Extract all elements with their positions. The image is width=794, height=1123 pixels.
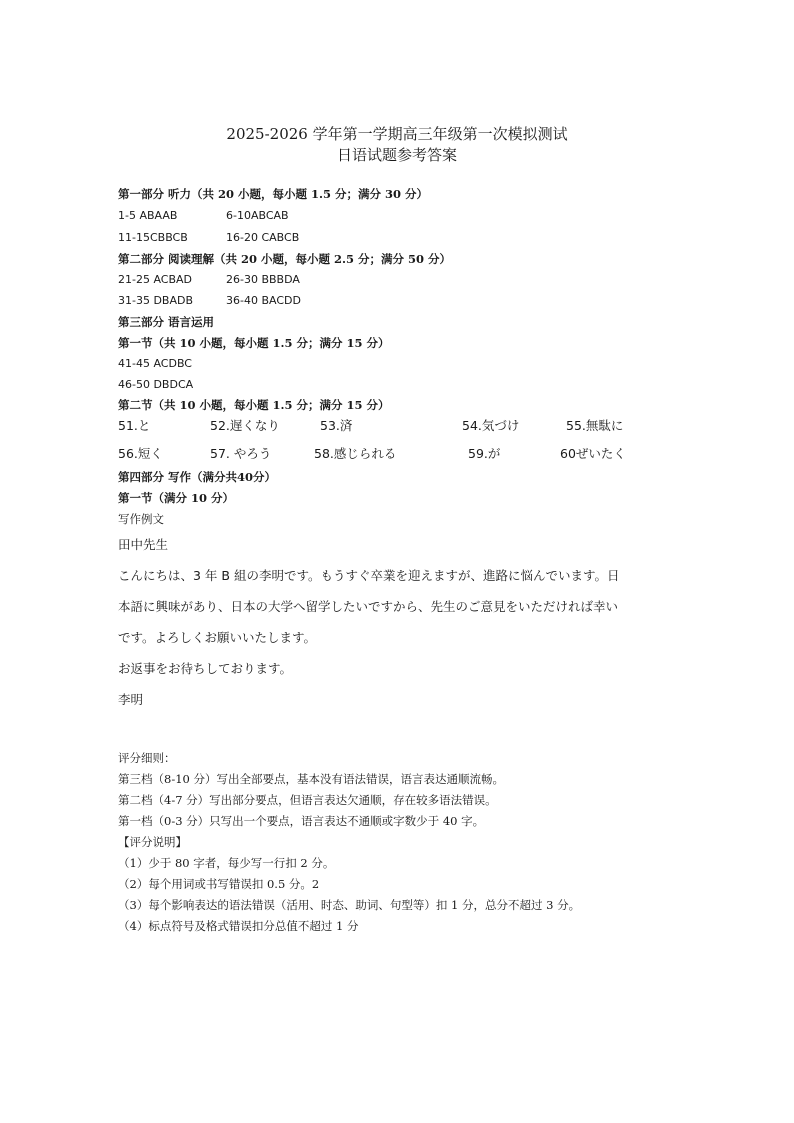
letter-signature: 李明 [118, 692, 144, 707]
example-label: 写作例文 [118, 512, 164, 526]
document-subtitle: 日语试题参考答案 [336, 146, 457, 164]
scoring-level: 第三档（8-10 分）写出全部要点，基本没有语法错误，语言表达通顺流畅。 [118, 772, 504, 786]
fill-answer: 60ぜいたく [560, 446, 626, 461]
fill-answer: 54.気づけ [462, 418, 520, 433]
part3-section2-row [118, 418, 658, 436]
fill-answer: 52.遅くなり [210, 418, 280, 433]
answer-group: 11-15CBBCB [118, 231, 188, 244]
scoring-heading: 评分细则： [118, 751, 176, 765]
scoring-note: （2）每个用词或书写错误扣 0.5 分。2 [118, 877, 320, 891]
answer-group: 16-20 CABCB [226, 231, 300, 244]
fill-answer: 57. やろう [210, 446, 272, 461]
answer-group: 21-25 ACBAD [118, 273, 193, 286]
part3-section1-heading: 第一节（共 10 小题，每小题 1.5 分；满分 15 分） [118, 336, 390, 350]
part2-heading: 第二部分 阅读理解（共 20 小题，每小题 2.5 分；满分 50 分） [118, 252, 452, 266]
answer-group: 26-30 BBBDA [226, 273, 300, 286]
fill-answer: 51.と [118, 418, 151, 433]
letter-closing: お返事をお待ちしております。 [118, 661, 293, 676]
part3-section2-heading: 第二节（共 10 小题，每小题 1.5 分；满分 15 分） [118, 398, 390, 412]
part1-heading: 第一部分 听力（共 20 小题，每小题 1.5 分；满分 30 分） [118, 187, 429, 201]
scoring-level: 第一档（0-3 分）只写出一个要点，语言表达不通顺或字数少于 40 字。 [118, 814, 485, 828]
letter-body-line: です。よろしくお願いいたします。 [118, 630, 317, 645]
scoring-note: （1）少于 80 字者，每少写一行扣 2 分。 [118, 856, 335, 870]
answer-group: 36-40 BACDD [226, 294, 301, 307]
fill-answer: 58.感じられる [314, 446, 397, 461]
fill-answer: 59.が [468, 446, 501, 461]
answer-group: 1-5 ABAAB [118, 209, 178, 222]
letter-body-line: こんにちは、3 年 B 組の李明です。もうすぐ卒業を迎えますが、進路に悩んでいます。日 [118, 568, 620, 583]
scoring-note: （4）标点符号及格式错误扣分总值不超过 1 分 [118, 919, 359, 933]
scoring-notes-heading: 【评分说明】 [118, 835, 187, 849]
fill-answer: 55.無駄に [566, 418, 624, 433]
fill-answer: 53.済 [320, 418, 353, 433]
answer-group: 6-10ABCAB [226, 209, 289, 222]
part3-section1-answers: 41-45 ACDBC [118, 357, 192, 370]
part3-heading: 第三部分 语言运用 [118, 315, 215, 329]
part3-section1-answers: 46-50 DBDCA [118, 378, 194, 391]
document-title: 2025-2026 学年第一学期高三年级第一次模拟测试 [226, 125, 568, 143]
part4-heading: 第四部分 写作（满分共40分） [118, 470, 277, 484]
fill-answer: 56.短く [118, 446, 163, 461]
part3-section2-row [118, 446, 658, 464]
letter-salutation: 田中先生 [118, 537, 169, 552]
scoring-level: 第二档（4-7 分）写出部分要点，但语言表达欠通顺，存在较多语法错误。 [118, 793, 497, 807]
scoring-note: （3）每个影响表达的语法错误（活用、时态、助词、句型等）扣 1 分，总分不超过 3 分。 [118, 898, 581, 912]
answer-group: 31-35 DBADB [118, 294, 194, 307]
part4-section1-heading: 第一节（满分 10 分） [118, 491, 235, 505]
letter-body-line: 本語に興味があり、日本の大学へ留学したいですから、先生のご意見をいただければ幸い [118, 599, 619, 614]
